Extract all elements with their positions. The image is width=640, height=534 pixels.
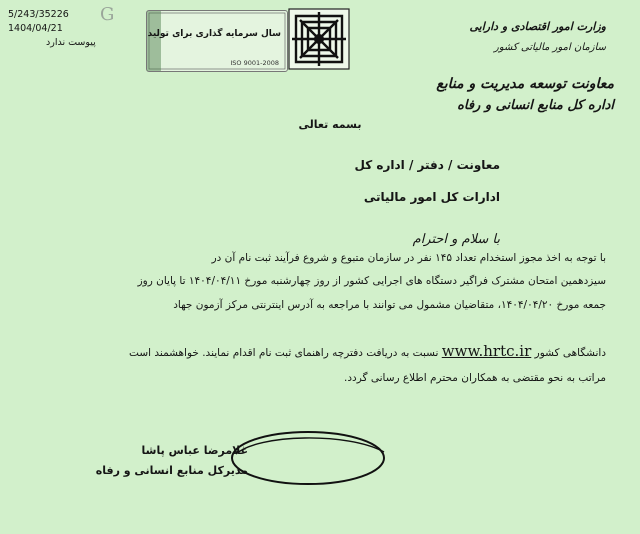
letter-number: 5/243/35226 [8, 9, 69, 20]
signatory-title: مدیرکل منابع انسانی و رفاه [95, 464, 248, 477]
deputy-name: معاونت توسعه مدیریت و منابع [436, 76, 614, 92]
letter-meta [8, 4, 123, 50]
slogan-box [146, 10, 288, 72]
body-line-3: جمعه مورخ ۱۴۰۴/۰۴/۲۰، متقاضیان مشمول می توانند با مراجعه به آدرس اینترنتی مرکز آزمون جهاد [173, 299, 606, 311]
iso-label: ISO 9001-2008 [230, 59, 279, 67]
body-line-4-start: دانشگاهی کشور [534, 347, 606, 359]
organization-emblem-icon [288, 8, 350, 70]
registration-url-link[interactable]: www.hrtc.ir [441, 342, 532, 360]
body-line-4-end: نسبت به دریافت دفترچه راهنمای ثبت نام اقدام نمایند. خواهشمند است [129, 347, 439, 359]
body-line-1: با توجه به اخذ مجوز استخدام تعداد ۱۴۵ نفر در سازمان متبوع و شروع فرآیند ثبت نام آن در [211, 252, 606, 264]
body-line-5: مراتب به نحو مقتضی به همکاران محترم اطلاع رسانی گردد. [344, 372, 606, 384]
greeting: با سلام و احترام [412, 232, 500, 247]
signature-loop-icon [228, 428, 388, 488]
organization-name: سازمان امور مالیاتی کشور [494, 42, 606, 53]
bismillah: بسمه تعالی [298, 118, 362, 131]
body-line-2: سیزدهمین امتحان مشترک فراگیر دستگاه های اجرایی کشور از روز چهارشنبه مورخ ۱۴۰۴/۰۴/۱۱ تا پایان روز [137, 275, 606, 287]
recipient-line-1: معاونت / دفتر / اداره کل [354, 158, 500, 172]
attachment-note: پیوست ندارد [46, 37, 96, 48]
faint-stamp-mark: G [100, 4, 115, 25]
body-line-4 [129, 342, 606, 360]
letter-date: 1404/04/21 [8, 23, 63, 34]
year-slogan: سال سرمایه گذاری برای تولید [147, 29, 281, 39]
department-name: اداره کل منابع انسانی و رفاه [457, 98, 614, 113]
signatory-name: غلامرضا عباس پاشا [141, 444, 248, 457]
recipient-line-2: ادارات کل امور مالیاتی [363, 190, 500, 204]
ministry-name: وزارت امور اقتصادی و دارایی [469, 20, 606, 33]
